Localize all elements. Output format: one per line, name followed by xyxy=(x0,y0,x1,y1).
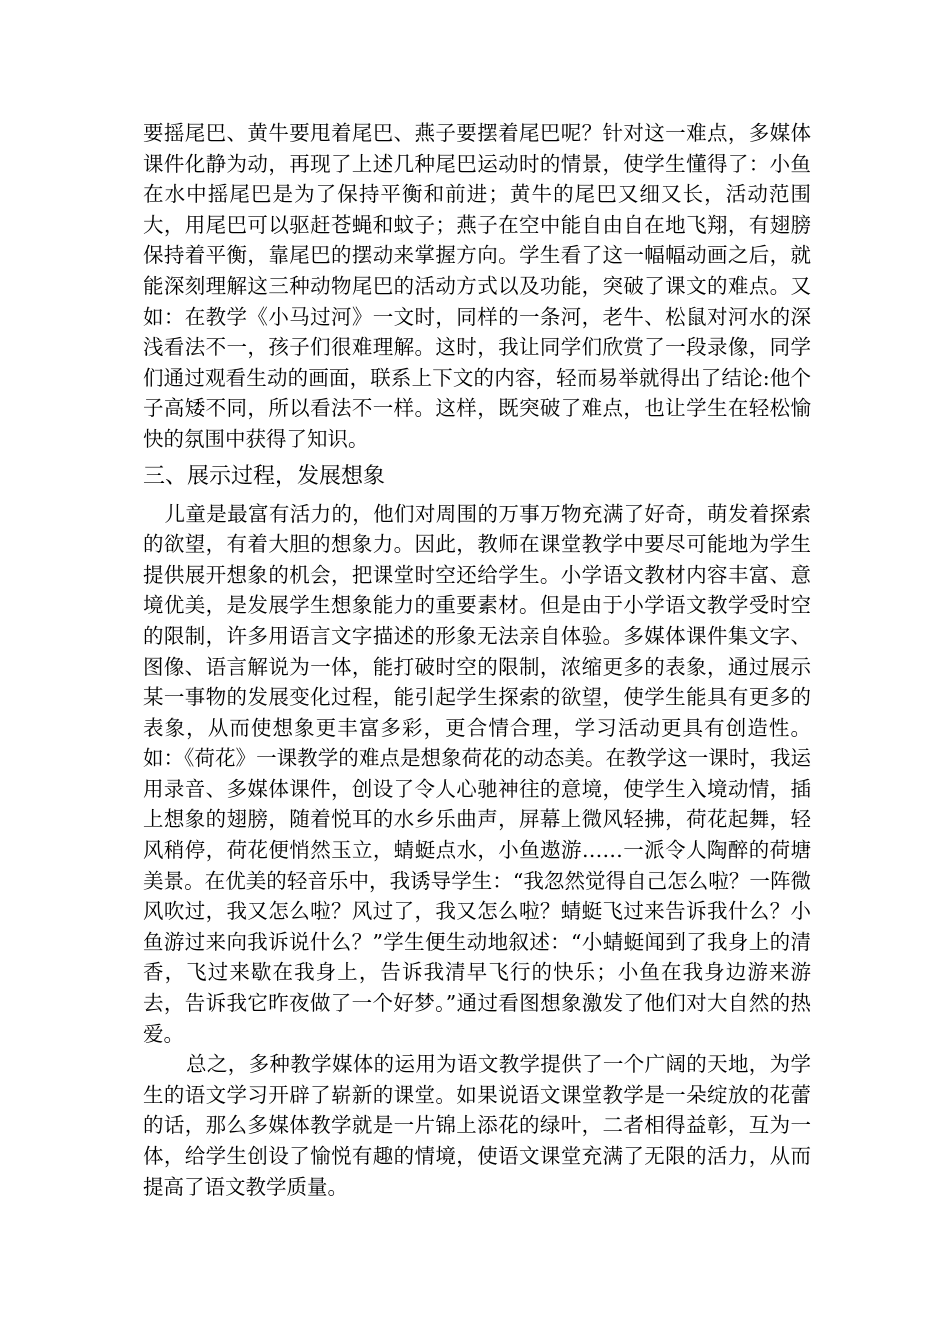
document-body xyxy=(143,118,811,1202)
paragraph-imagination: 儿童是最富有活力的，他们对周围的万事万物充满了好奇，萌发着探索的欲望，有着大胆的想象力。因此，教师在课堂教学中要尽可能地为学生提供展开想象的机会，把课堂时空还给学生。小学语文教材内容丰富、意境优美，是发展学生想象能力的重要素材。但是由于小学语文教学受时空的限制，许多用语言文字描述的形象无法亲自体验。多媒体课件集文字、图像、语言解说为一体，能打破时空的限制，浓缩更多的表象，通过展示某一事物的发展变化过程，能引起学生探索的欲望，使学生能具有更多的表象，从而使想象更丰富多彩，更合情合理，学习活动更具有创造性。如：《荷花》一课教学的难点是想象荷花的动态美。在教学这一课时，我运用录音、多媒体课件，创设了令人心驰神往的意境，使学生入境动情，插上想象的翅膀，随着悦耳的水乡乐曲声，屏幕上微风轻拂，荷花起舞，轻风稍停，荷花便悄然玉立，蜻蜓点水，小鱼遨游……一派令人陶醉的荷塘美景。在优美的轻音乐中，我诱导学生：“我忽然觉得自己怎么啦？一阵微风吹过，我又怎么啦？风过了，我又怎么啦？蜻蜓飞过来告诉我什么？小鱼游过来向我诉说什么？”学生便生动地叙述：“小蜻蜓闻到了我身上的清香，飞过来歇在我身上，告诉我清早飞行的快乐；小鱼在我身边游来游去，告诉我它昨夜做了一个好梦。”通过看图想象激发了他们对大自然的热爱。 xyxy=(143,501,811,1046)
paragraph-tail-previous: 要摇尾巴、黄牛要甩着尾巴、燕子要摆着尾巴呢？针对这一难点，多媒体课件化静为动，再现了上述几种尾巴运动时的情景，使学生懂得了：小鱼在水中摇尾巴是为了保持平衡和前进；黄牛的尾巴又细又长，活动范围大，用尾巴可以驱赶苍蝇和蚊子；燕子在空中能自由自在地飞翔，有翅膀保持着平衡，靠尾巴的摆动来掌握方向。学生看了这一幅幅动画之后，就能深刻理解这三种动物尾巴的活动方式以及功能，突破了课文的难点。又如：在教学《小马过河》一文时，同样的一条河，老牛、松鼠对河水的深浅看法不一，孩子们很难理解。这时，我让同学们欣赏了一段录像，同学们通过观看生动的画面，联系上下文的内容，轻而易举就得出了结论:他个子高矮不同，所以看法不一样。这样，既突破了难点，也让学生在轻松愉快的氛围中获得了知识。 xyxy=(143,121,811,451)
section-heading: 三、展示过程，发展想象 xyxy=(143,463,386,489)
paragraph-conclusion: 总之，多种教学媒体的运用为语文教学提供了一个广阔的天地，为学生的语文学习开辟了崭新的课堂。如果说语文课堂教学是一朵绽放的花蕾的话，那么多媒体教学就是一片锦上添花的绿叶，二者相得益彰，互为一体，给学生创设了愉悦有趣的情境，使语文课堂充满了无限的活力，从而提高了语文教学质量。 xyxy=(143,1052,811,1199)
